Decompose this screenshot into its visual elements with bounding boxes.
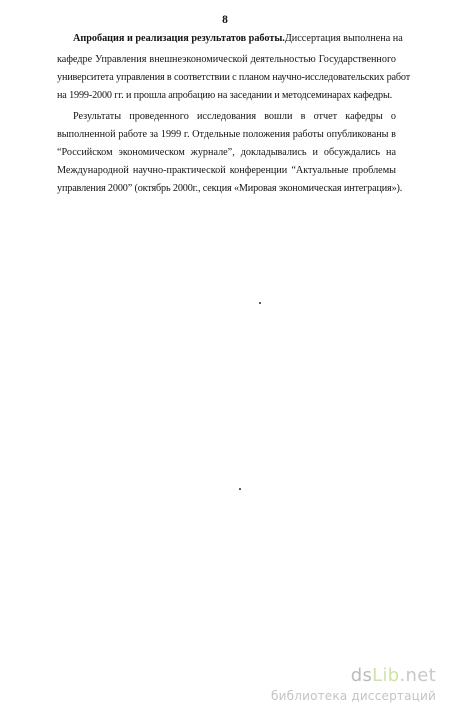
scan-speck <box>259 302 261 304</box>
paragraph-results-body <box>57 129 403 210</box>
dslib-subtitle: библиотека диссертаций <box>271 689 436 703</box>
dslib-watermark <box>256 665 436 707</box>
paragraph-text: Диссертация выполнена на <box>284 33 403 44</box>
paragraph-line <box>73 33 403 44</box>
paragraph-line: выполненной работе за 1999 г. Отдельные положения работы опубликованы в <box>57 129 396 140</box>
paragraph-line: на 1999-2000 гг. и прошла апробацию на заседании и методсеминарах кафедры. <box>57 90 393 101</box>
scan-speck <box>239 488 241 490</box>
paragraph-line: управления 2000” (октябрь 2000г., секция «Мировая экономическая интеграция»). <box>57 183 403 194</box>
paragraph-line: университета управления в соответствии с планом научно-исследовательских работ <box>57 72 411 83</box>
paragraph-line: Международной научно-практической конференции “Актуальные проблемы <box>57 165 396 176</box>
page-number: 8 <box>222 14 228 26</box>
paragraph-line: “Российском экономическом журнале”, докладывались и обсуждались на <box>57 147 396 158</box>
paragraph-line: Результаты проведенного исследования вошли в отчет кафедры о <box>73 111 396 122</box>
paragraph-line: кафедре Управления внешнеэкономической деятельностью Государственного <box>57 54 396 65</box>
paragraph-approbation-body <box>57 54 411 115</box>
section-heading: Апробация и реализация результатов работы. <box>73 33 285 44</box>
dslib-logo: dsLib.net <box>350 665 436 686</box>
